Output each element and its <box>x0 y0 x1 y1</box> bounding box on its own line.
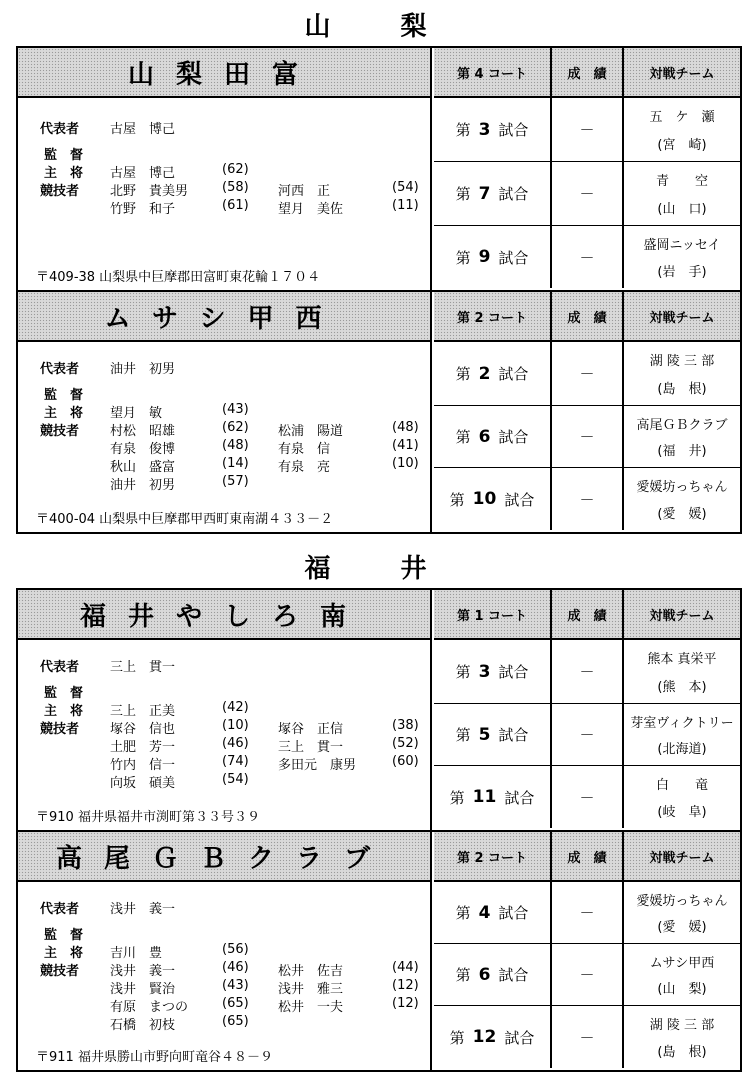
player-age: (43) <box>222 978 249 993</box>
player-name: 松井 佐吉 <box>278 964 344 979</box>
court-label: 第 2 コート <box>434 832 552 880</box>
game-suffix: 試合 <box>498 904 529 922</box>
game-number <box>434 640 552 703</box>
opponent-name: 湖 陵 三 部 <box>649 354 715 370</box>
player-age: (46) <box>222 960 249 975</box>
match-schedule <box>434 292 740 532</box>
match-result: － <box>552 766 624 828</box>
captain-name: 三上 正美 <box>110 704 176 719</box>
player-name: 浅井 義一 <box>110 964 176 979</box>
opponent <box>624 98 740 161</box>
opponent <box>624 766 740 828</box>
opponent-prefecture: (島 根) <box>657 1045 707 1060</box>
game-value: 4 <box>478 902 491 923</box>
player-name: 竹内 信一 <box>110 758 176 773</box>
match-result: － <box>552 882 624 943</box>
team-name: 山梨田富 <box>18 48 430 98</box>
game-prefix: 第 <box>455 726 471 744</box>
game-number <box>434 704 552 765</box>
captain-label: 主 将 <box>44 406 84 421</box>
opponent <box>624 226 740 288</box>
game-value: 10 <box>472 489 497 509</box>
captain-label: 主 将 <box>44 704 84 719</box>
opponent-name: 白 竜 <box>655 778 708 793</box>
opponent <box>624 944 740 1005</box>
opponent <box>624 882 740 943</box>
game-value: 9 <box>478 247 491 267</box>
opponent-prefecture: (熊 本) <box>657 679 707 695</box>
player-name: 松井 一夫 <box>278 1000 344 1015</box>
captain-age: (42) <box>222 700 249 715</box>
player-age: (48) <box>222 438 249 453</box>
player-age: (46) <box>222 736 249 751</box>
representative-label: 代表者 <box>40 660 80 675</box>
team-info <box>18 48 432 290</box>
opponent <box>624 406 740 467</box>
player-name: 村松 昭雄 <box>110 424 176 439</box>
game-value: 5 <box>478 724 491 745</box>
schedule-header <box>434 292 740 342</box>
player-age: (65) <box>222 996 249 1011</box>
game-prefix: 第 <box>455 365 471 383</box>
game-suffix: 試合 <box>504 490 535 509</box>
opponent-prefecture: (福 井) <box>657 444 707 460</box>
match-result: － <box>552 944 624 1005</box>
court-label: 第 4 コート <box>434 48 552 96</box>
player-age: (74) <box>222 754 249 769</box>
player-age: (54) <box>392 180 419 195</box>
opponent-name: 高尾ＧＢクラブ <box>636 417 728 433</box>
game-value: 2 <box>478 363 491 384</box>
match-schedule <box>434 48 740 290</box>
team-name: ムサシ甲西 <box>18 292 430 342</box>
player-name: 土肥 芳一 <box>110 740 176 755</box>
player-age: (11) <box>392 198 419 213</box>
game-value: 3 <box>478 661 491 682</box>
game-value: 3 <box>478 119 491 140</box>
opponent-prefecture: (岩 手) <box>657 265 707 280</box>
opponent-prefecture: (島 根) <box>657 381 707 397</box>
match-row <box>434 766 740 828</box>
captain-age: (62) <box>222 162 249 177</box>
game-value: 7 <box>478 183 491 204</box>
game-suffix: 試合 <box>498 185 529 203</box>
player-name: 三上 貫一 <box>278 740 344 755</box>
team-card <box>16 290 742 534</box>
game-number <box>434 342 552 405</box>
match-result: － <box>552 342 624 405</box>
match-result: － <box>552 468 624 530</box>
prefecture-title: 山 梨 <box>304 12 449 42</box>
schedule-header <box>434 590 740 640</box>
player-age: (58) <box>222 180 249 195</box>
game-prefix: 第 <box>449 1028 465 1047</box>
match-result: － <box>552 406 624 467</box>
match-result: － <box>552 1006 624 1068</box>
opponent-name: 五 ケ 瀬 <box>649 110 715 126</box>
game-suffix: 試合 <box>498 248 529 267</box>
players-label: 競技者 <box>40 184 80 199</box>
player-name: 秋山 盛富 <box>110 460 176 475</box>
player-age: (38) <box>392 718 419 733</box>
player-age: (52) <box>392 736 419 751</box>
game-prefix: 第 <box>449 490 465 509</box>
player-name: 有泉 亮 <box>278 460 331 475</box>
result-column-header: 成 績 <box>552 832 624 880</box>
game-suffix: 試合 <box>498 726 529 744</box>
result-column-header: 成 績 <box>552 48 624 96</box>
game-suffix: 試合 <box>498 966 529 984</box>
match-result: － <box>552 640 624 703</box>
player-name: 浅井 雅三 <box>278 982 344 997</box>
team-card <box>16 46 742 292</box>
opponent <box>624 342 740 405</box>
coach-label: 監 督 <box>44 388 84 403</box>
representative-name: 古屋 博己 <box>110 122 176 137</box>
opponent-column-header: 対戦チーム <box>649 66 715 82</box>
game-prefix: 第 <box>449 788 465 807</box>
game-prefix: 第 <box>455 428 471 446</box>
opponent <box>624 468 740 530</box>
match-result: － <box>552 162 624 225</box>
player-age: (12) <box>392 978 419 993</box>
opponent <box>624 704 740 765</box>
player-name: 有泉 俊博 <box>110 442 176 457</box>
opponent-prefecture: (宮 崎) <box>657 137 707 153</box>
game-value: 11 <box>472 787 497 807</box>
game-number <box>434 944 552 1005</box>
coach-label: 監 督 <box>44 686 84 701</box>
game-suffix: 試合 <box>498 663 529 681</box>
player-name: 竹野 和子 <box>110 202 176 217</box>
match-row <box>434 704 740 766</box>
player-name: 向坂 碩美 <box>110 776 176 791</box>
captain-label: 主 将 <box>44 166 84 181</box>
team-name: 福井やしろ南 <box>18 590 430 640</box>
player-age: (60) <box>392 754 419 769</box>
player-age: (48) <box>392 420 419 435</box>
schedule-header <box>434 832 740 882</box>
opponent-prefecture: (愛 媛) <box>657 920 707 936</box>
opponent-name: 愛媛坊っちゃん <box>636 480 728 495</box>
opponent-name: 青 空 <box>655 174 708 190</box>
opponent-name: ムサシ甲西 <box>649 955 715 971</box>
game-prefix: 第 <box>455 966 471 984</box>
player-age: (14) <box>222 456 249 471</box>
opponent-name: 熊本 真栄平 <box>647 652 717 668</box>
captain-name: 古屋 博己 <box>110 166 176 181</box>
opponent <box>624 640 740 703</box>
opponent-column-header: 対戦チーム <box>649 310 715 326</box>
player-age: (61) <box>222 198 249 213</box>
match-row <box>434 98 740 162</box>
opponent-column-header: 対戦チーム <box>649 850 715 866</box>
game-number <box>434 98 552 161</box>
game-number <box>434 226 552 288</box>
opponent-prefecture: (愛 媛) <box>657 507 707 522</box>
match-row <box>434 640 740 704</box>
team-address: 〒911 福井県勝山市野向町竜谷４８－９ <box>36 1050 273 1065</box>
opponent-prefecture: (岐 阜) <box>657 805 707 820</box>
match-row <box>434 342 740 406</box>
match-row <box>434 162 740 226</box>
game-value: 12 <box>472 1027 497 1047</box>
match-row <box>434 468 740 530</box>
opponent-column-header: 対戦チーム <box>649 608 715 624</box>
game-suffix: 試合 <box>504 788 535 807</box>
game-value: 6 <box>478 426 491 447</box>
team-info <box>18 832 432 1070</box>
captain-age: (43) <box>222 402 249 417</box>
match-row <box>434 882 740 944</box>
match-result: － <box>552 226 624 288</box>
team-info <box>18 292 432 532</box>
opponent <box>624 162 740 225</box>
match-row <box>434 406 740 468</box>
player-age: (10) <box>222 718 249 733</box>
game-number <box>434 882 552 943</box>
game-prefix: 第 <box>455 248 471 267</box>
player-age: (12) <box>392 996 419 1011</box>
game-number <box>434 468 552 530</box>
team-address: 〒910 福井県福井市渕町第３３号３９ <box>36 810 260 825</box>
player-age: (10) <box>392 456 419 471</box>
representative-label: 代表者 <box>40 122 80 137</box>
player-name: 松浦 陽道 <box>278 424 344 439</box>
team-card <box>16 830 742 1072</box>
player-name: 有泉 信 <box>278 442 331 457</box>
court-label: 第 1 コート <box>434 590 552 638</box>
player-name: 塚谷 正信 <box>278 722 344 737</box>
game-value: 6 <box>478 964 491 985</box>
opponent-name: 芽室ヴィクトリー <box>630 715 734 731</box>
opponent <box>624 1006 740 1068</box>
player-name: 北野 貴美男 <box>110 184 189 199</box>
representative-name: 油井 初男 <box>110 362 176 377</box>
opponent-prefecture: (山 口) <box>657 201 707 217</box>
match-schedule <box>434 590 740 830</box>
result-column-header: 成 績 <box>552 292 624 340</box>
result-column-header: 成 績 <box>552 590 624 638</box>
game-number <box>434 406 552 467</box>
player-name: 望月 美佐 <box>278 202 344 217</box>
match-row <box>434 226 740 288</box>
representative-name: 浅井 義一 <box>110 902 176 917</box>
player-age: (62) <box>222 420 249 435</box>
game-prefix: 第 <box>455 663 471 681</box>
captain-age: (56) <box>222 942 249 957</box>
match-row <box>434 944 740 1006</box>
match-result: － <box>552 704 624 765</box>
match-row <box>434 1006 740 1068</box>
opponent-name: 湖 陵 三 部 <box>649 1018 715 1033</box>
game-prefix: 第 <box>455 904 471 922</box>
player-name: 有原 まつの <box>110 1000 189 1015</box>
captain-label: 主 将 <box>44 946 84 961</box>
game-suffix: 試合 <box>498 121 529 139</box>
representative-label: 代表者 <box>40 902 80 917</box>
team-address: 〒409-38 山梨県中巨摩郡田富町東花輪１７０４ <box>36 270 321 285</box>
game-suffix: 試合 <box>498 365 529 383</box>
prefecture-title: 福 井 <box>304 554 449 584</box>
player-age: (41) <box>392 438 419 453</box>
captain-name: 望月 敏 <box>110 406 163 421</box>
players-label: 競技者 <box>40 424 80 439</box>
team-info <box>18 590 432 830</box>
game-number <box>434 766 552 828</box>
team-name: 高尾ＧＢクラブ <box>18 832 430 882</box>
team-card <box>16 588 742 832</box>
game-number <box>434 1006 552 1068</box>
opponent-prefecture: (山 梨) <box>657 982 707 998</box>
match-result: － <box>552 98 624 161</box>
coach-label: 監 督 <box>44 148 84 163</box>
players-label: 競技者 <box>40 722 80 737</box>
players-label: 競技者 <box>40 964 80 979</box>
player-name: 多田元 康男 <box>278 758 357 773</box>
captain-name: 吉川 豊 <box>110 946 163 961</box>
opponent-prefecture: (北海道) <box>657 742 707 758</box>
representative-name: 三上 貫一 <box>110 660 176 675</box>
player-age: (65) <box>222 1014 249 1029</box>
game-suffix: 試合 <box>498 428 529 446</box>
player-name: 油井 初男 <box>110 478 176 493</box>
player-age: (57) <box>222 474 249 489</box>
opponent-name: 盛岡ニッセイ <box>643 238 721 253</box>
schedule-header <box>434 48 740 98</box>
game-number <box>434 162 552 225</box>
match-schedule <box>434 832 740 1070</box>
player-name: 石橋 初枝 <box>110 1018 176 1033</box>
game-prefix: 第 <box>455 185 471 203</box>
coach-label: 監 督 <box>44 928 84 943</box>
opponent-name: 愛媛坊っちゃん <box>636 893 728 909</box>
game-suffix: 試合 <box>504 1028 535 1047</box>
player-age: (44) <box>392 960 419 975</box>
representative-label: 代表者 <box>40 362 80 377</box>
game-prefix: 第 <box>455 121 471 139</box>
court-label: 第 2 コート <box>434 292 552 340</box>
player-name: 河西 正 <box>278 184 331 199</box>
team-address: 〒400-04 山梨県中巨摩郡甲西町東南湖４３３－２ <box>36 512 334 527</box>
player-name: 塚谷 信也 <box>110 722 176 737</box>
player-age: (54) <box>222 772 249 787</box>
player-name: 浅井 賢治 <box>110 982 176 997</box>
